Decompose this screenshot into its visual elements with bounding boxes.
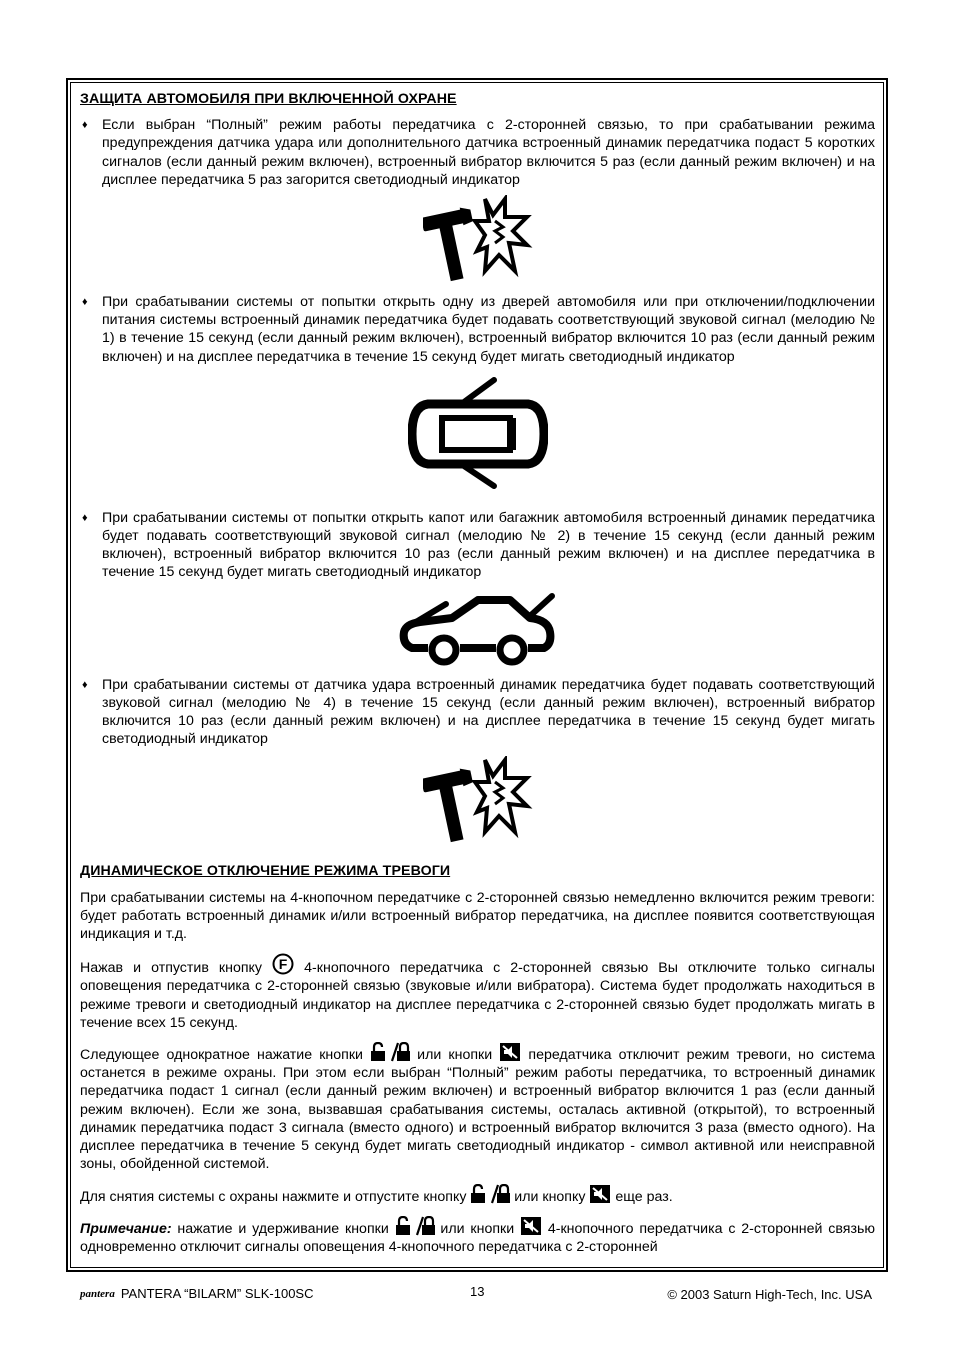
hammer-shock-icon: [423, 756, 533, 846]
page-content: [80, 90, 875, 1256]
bullet-diamond-icon: ♦: [82, 678, 88, 691]
svg-text:F: F: [278, 956, 288, 973]
paragraph-f-button: Нажав и отпустив кнопку F 4-кнопочного передатчика с 2-сторонней связью Вы отключите только сигналы оповещения передатчика с 2-сторонней связью (звуковые и/или вибратора). Система будет продолжать находиться в режиме тревоги и светодиодный индикатор на дисплее передатчика с 2-сторонней связью будет продолжать мигать в течение всех 15 секунд.: [80, 953, 875, 1032]
paragraph-next-press: Следующее однократное нажатие кнопки или кнопки передатчика отключит режим тревоги, но система останется в режиме охраны. При этом если выбран “Полный” режим работы передатчика, то встроенный динамик передатчика подаст 1 сигнал (если данный режим включен) и встроенный вибратор включится 1 раз (если данный режим включен). Если же зона, вызвавшая срабатывания системы, осталась активной (открытой), то встроенный динамик передатчика подаст 3 сигнала (вместо одного) и встроенный вибратор включится 3 раза (вместо одного). На дисплее передатчика в течение 5 секунд будет мигать светодиодный индикатор - символ активной или неисправной зоны, обойденной системой.: [80, 1042, 875, 1173]
paragraph-disarm: Для снятия системы с охраны нажмите и отпустите кнопку или кнопку еще раз.: [80, 1184, 875, 1206]
f-button-icon: [272, 953, 294, 975]
paragraph-note: Примечание: нажатие и удерживание кнопки или кнопки 4-кнопочного передатчика с 2-сторонней связью одновременно отключит сигналы оповещения 4-кнопочного передатчика с 2-сторонней: [80, 1216, 875, 1256]
bullet-item-4: ♦ При срабатывании системы от датчика удара встроенный динамик передатчика будет подавать соответствующий звуковой сигнал (мелодию № 4) в течение 15 секунд (если данный режим включен), встроенный вибратор включится 10 раз (если данный режим включен) и на дисплее передатчика в течение 15 секунд будет мигать светодиодный индикатор: [82, 676, 875, 748]
bullet-diamond-icon: ♦: [82, 296, 88, 309]
car-door-open-icon: [408, 376, 548, 491]
pantera-logo: pantera: [80, 1287, 115, 1300]
mute-icon: [589, 1184, 611, 1204]
page-footer: [0, 1284, 954, 1314]
note-label: Примечание:: [80, 1220, 172, 1237]
footer-brand: [80, 1286, 314, 1301]
bullet-diamond-icon: ♦: [82, 511, 88, 524]
lock-unlock-icon: [470, 1184, 510, 1204]
lock-unlock-icon: [370, 1042, 410, 1062]
footer-product-name: PANTERA “BILARM” SLK-100SC: [120, 1286, 314, 1301]
bullet-item-2: ♦ При срабатывании системы от попытки открыть одну из дверей автомобиля или при отключении/подключении питания системы встроенный динамик передатчика будет подавать соответствующий звуковой сигнал (мелодию № 1) в течение 15 секунд (если данный режим включен), встроенный вибратор включится 10 раз (если данный режим включен) и на дисплее передатчика в течение 15 секунд будет мигать светодиодный индикатор: [82, 294, 875, 365]
bullet-item-3: ♦ При срабатывании системы от попытки открыть капот или багажник автомобиля встроенный динамик передатчика будет подавать соответствующий звуковой сигнал (мелодию № 2) в течение 15 секунд (если данный режим включен), встроенный вибратор включится 10 раз (если данный режим включен) и на дисплее передатчика в течение 15 секунд будет мигать светодиодный индикатор: [82, 509, 875, 581]
bullet-diamond-icon: ♦: [82, 119, 88, 132]
hammer-shock-icon: [423, 195, 533, 285]
lock-unlock-icon: [395, 1216, 435, 1236]
hood-icon-row: [80, 588, 875, 666]
door-icon-row: [80, 376, 875, 491]
shock-icon-row-1: [80, 195, 875, 285]
paragraph-alarm-mode: При срабатывании системы на 4-кнопочном передатчике с 2-сторонней связью немедленно включится режим тревоги: будет работать встроенный динамик и/или встроенный вибратор передатчика, на дисплее появится соответствующая индикация и т.д.: [80, 889, 875, 943]
section-heading-dynamic-disarm: ДИНАМИЧЕСКОЕ ОТКЛЮЧЕНИЕ РЕЖИМА ТРЕВОГИ: [80, 863, 451, 880]
section-heading-protection: ЗАЩИТА АВТОМОБИЛЯ ПРИ ВКЛЮЧЕННОЙ ОХРАНЕ: [80, 91, 457, 107]
shock-icon-row-2: [80, 756, 875, 846]
page-number: 13: [470, 1284, 485, 1299]
car-hood-trunk-icon: [398, 588, 558, 666]
mute-icon: [520, 1216, 542, 1236]
footer-copyright: © 2003 Saturn High-Tech, Inc. USA: [667, 1287, 872, 1302]
bullet-item-1: ♦ Если выбран “Полный” режим работы передатчика с 2-сторонней связью, то при срабатывании режима предупреждения датчика удара или дополнительного датчика встроенный динамик передатчика подаст 5 коротких сигналов (если данный режим включен), встроенный вибратор включится 5 раз (если данный режим включен) и на дисплее передатчика 5 раз загорится светодиодный индикатор: [82, 117, 875, 188]
mute-icon: [499, 1042, 521, 1062]
